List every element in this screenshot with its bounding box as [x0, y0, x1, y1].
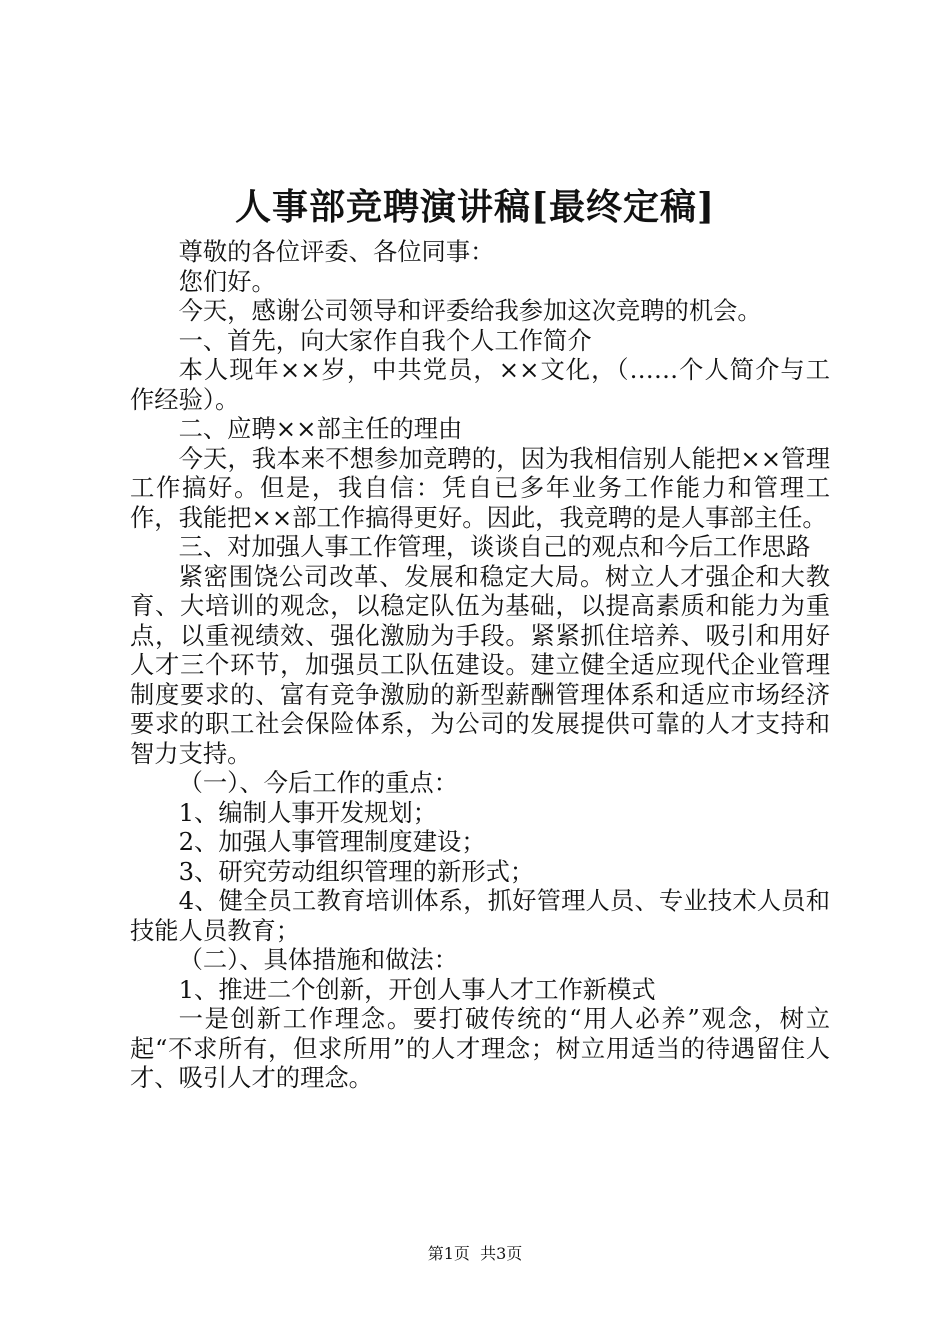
paragraph-views: 紧密围饶公司改革、发展和稳定大局。树立人才强企和大教育、大培训的观念，以稳定队伍为基础，以提高素质和能力为重点，以重视绩效、强化激励为手段。紧紧抓住培养、吸引和用好人才三个环节，加强员工队伍建设。建立健全适应现代企业管理制度要求的、富有竞争激励的新型薪酬管理体系和适应市场经济要求的职工社会保险体系，为公司的发展提供可靠的人才支持和智力支持。 [130, 561, 830, 768]
page-number: 第1页 共3页 [427, 1244, 523, 1263]
document-body [130, 237, 830, 1093]
paragraph-self-intro: 本人现年××岁，中共党员，××文化，（……个人简介与工作经验）。 [130, 355, 830, 414]
list-item: 2、加强人事管理制度建设； [178, 827, 486, 856]
paragraph-thanks: 今天，感谢公司领导和评委给我参加这次竞聘的机会。 [178, 296, 762, 325]
list-item: 1、编制人事开发规划； [178, 797, 438, 827]
paragraph-greeting: 尊敬的各位评委、各位同事： [178, 237, 495, 266]
paragraph-hello: 您们好。 [178, 266, 276, 296]
list-item: 1、推进二个创新，开创人事人才工作新模式 [178, 974, 656, 1004]
heading-reason: 二、应聘××部主任的理由 [178, 414, 463, 443]
heading-views: 三、对加强人事工作管理，谈谈自己的观点和今后工作思路 [178, 532, 811, 561]
list-item: 4、健全员工教育培训体系，抓好管理人员、专业技术人员和技能人员教育； [130, 886, 830, 945]
paragraph-innovation: 一是创新工作理念。要打破传统的“用人必养”观念，树立起“不求所有，但求所用”的人才理念；树立用适当的待遇留住人才、吸引人才的理念。 [130, 1004, 830, 1092]
list-item: 3、研究劳动组织管理的新形式； [178, 856, 535, 886]
page-footer [0, 1243, 950, 1265]
subheading-measures: （二）、具体措施和做法： [178, 945, 459, 974]
heading-self-intro: 一、首先，向大家作自我个人工作简介 [178, 325, 592, 355]
document-title: 人事部竞聘演讲稿[最终定稿] [234, 186, 716, 228]
subheading-key-work: （一）、今后工作的重点： [178, 768, 459, 797]
paragraph-reason: 今天，我本来不想参加竞聘的，因为我相信别人能把××管理工作搞好。但是，我自信：凭自已多年业务工作能力和管理工作，我能把××部工作搞得更好。因此，我竞聘的是人事部主任。 [130, 443, 830, 532]
